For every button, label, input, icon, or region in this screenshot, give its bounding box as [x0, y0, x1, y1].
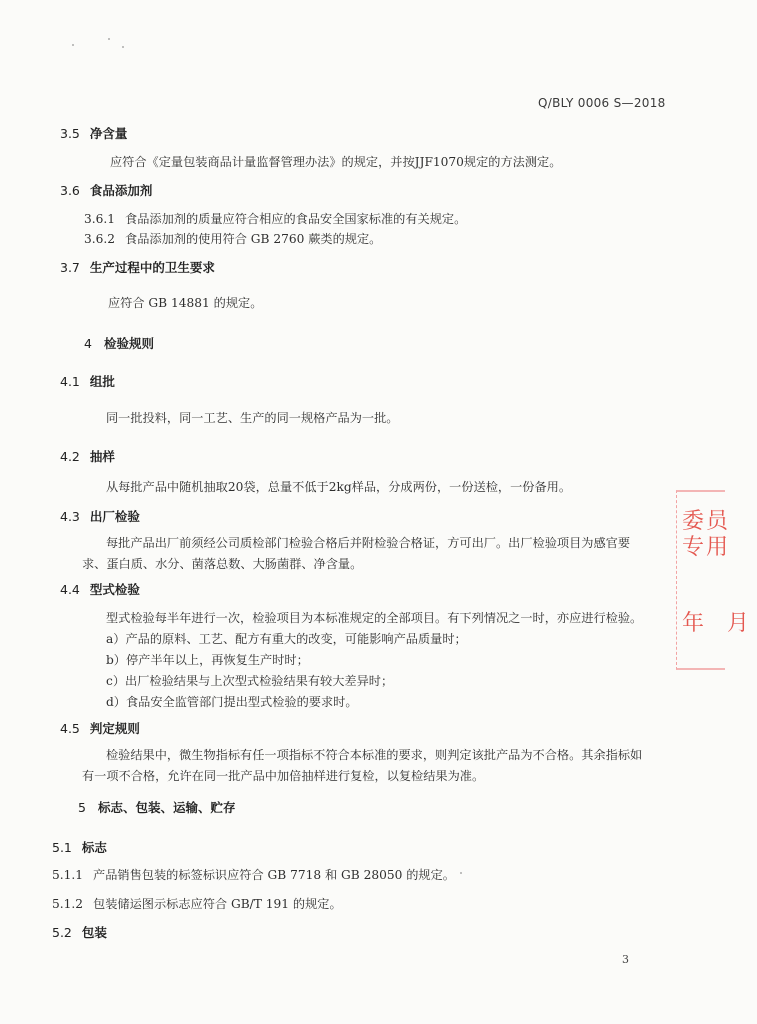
section-title: 包装 [81, 925, 107, 940]
clause-text: 食品添加剂的质量应符合相应的食品安全国家标准的有关规定。 [125, 212, 467, 226]
seal-text-line-3: 年 月 [682, 611, 757, 636]
section-title: 判定规则 [89, 721, 140, 736]
section-4-5-body: 检验结果中，微生物指标有任一项指标不符合本标准的要求，则判定该批产品为不合格。其余指标如有一项不合格，允许在同一批产品中加倍抽样进行复检，以复检结果为准。 [82, 748, 643, 783]
section-title: 食品添加剂 [89, 183, 153, 198]
section-4-3-heading [60, 507, 140, 525]
section-number: 3.6 [60, 183, 80, 198]
section-number: 3.5 [60, 126, 80, 141]
section-4-5-heading [60, 719, 140, 737]
section-3-7-body: 应符合 GB 14881 的规定。 [108, 296, 263, 310]
section-3-5-body: 应符合《定量包装商品计量监督管理办法》的规定，并按JJF1070规定的方法测定。 [110, 155, 562, 169]
section-4-4-body: 型式检验每半年进行一次，检验项目为本标准规定的全部项目。有下列情况之一时，亦应进行检验。 [106, 611, 643, 625]
official-seal-fragment [676, 490, 757, 670]
chapter-title: 检验规则 [103, 336, 154, 351]
clause-text: 产品销售包装的标签标识应符合 GB 7718 和 GB 28050 的规定。 [93, 868, 455, 882]
section-4-1-body: 同一批投料，同一工艺、生产的同一规格产品为一批。 [106, 411, 399, 425]
section-3-7-heading [60, 258, 215, 276]
chapter-5-heading [78, 798, 235, 816]
scan-speck [108, 38, 110, 40]
clause-number: 3.6.1 [84, 212, 116, 226]
list-item-d: d）食品安全监管部门提出型式检验的要求时。 [106, 695, 358, 709]
section-title: 出厂检验 [89, 509, 140, 524]
list-item-b: b）停产半年以上，再恢复生产时时； [106, 653, 309, 667]
section-3-5-heading [60, 124, 127, 142]
section-4-3-body: 每批产品出厂前须经公司质检部门检验合格后并附检验合格证，方可出厂。出厂检验项目为感官要求、蛋白质、水分、菌落总数、大肠菌群、净含量。 [82, 536, 631, 571]
section-4-4-heading [60, 580, 140, 598]
section-number: 4.2 [60, 449, 80, 464]
page-number: 3 [622, 953, 629, 966]
section-title: 净含量 [89, 126, 128, 141]
section-title: 生产过程中的卫生要求 [89, 260, 215, 275]
section-4-1-heading [60, 372, 115, 390]
clause-5-1-2 [52, 895, 342, 912]
list-item-c: c）出厂检验结果与上次型式检验结果有较大差异时； [106, 674, 394, 688]
scan-speck [122, 46, 124, 48]
section-3-6-heading [60, 181, 152, 199]
section-title: 标志 [81, 840, 107, 855]
clause-text: 包装储运图示标志应符合 GB/T 191 的规定。 [93, 897, 342, 911]
standard-code: Q/BLY 0006 S—2018 [538, 96, 666, 110]
section-5-2-heading [52, 923, 107, 941]
section-title: 抽样 [89, 449, 115, 464]
clause-number: 5.1.2 [52, 897, 84, 911]
section-4-2-body: 从每批产品中随机抽取20袋，总量不低于2kg样品，分成两份，一份送检，一份备用。 [106, 480, 572, 494]
section-number: 4.4 [60, 582, 80, 597]
scan-speck [460, 872, 462, 874]
section-number: 4.5 [60, 721, 80, 736]
clause-number: 5.1.1 [52, 868, 84, 882]
section-number: 4.1 [60, 374, 80, 389]
seal-text-line-2: 专用 [682, 535, 731, 560]
clause-5-1-1 [52, 866, 455, 883]
section-number: 5.2 [52, 925, 72, 940]
section-number: 3.7 [60, 260, 80, 275]
list-item-a: a）产品的原料、工艺、配方有重大的改变，可能影响产品质量时； [106, 632, 467, 646]
chapter-number: 5 [78, 800, 86, 815]
section-title: 组批 [89, 374, 115, 389]
chapter-title: 标志、包装、运输、贮存 [97, 800, 236, 815]
clause-number: 3.6.2 [84, 232, 116, 246]
section-5-1-heading [52, 838, 107, 856]
section-number: 4.3 [60, 509, 80, 524]
chapter-number: 4 [84, 336, 92, 351]
section-title: 型式检验 [89, 582, 140, 597]
chapter-4-heading [84, 334, 154, 352]
seal-text-line-1: 委员 [682, 509, 731, 534]
clause-text: 食品添加剂的使用符合 GB 2760 蕨类的规定。 [125, 232, 382, 246]
clause-3-6-2 [84, 230, 381, 247]
section-4-2-heading [60, 447, 115, 465]
section-number: 5.1 [52, 840, 72, 855]
clause-3-6-1 [84, 210, 466, 227]
scan-speck [72, 44, 74, 46]
